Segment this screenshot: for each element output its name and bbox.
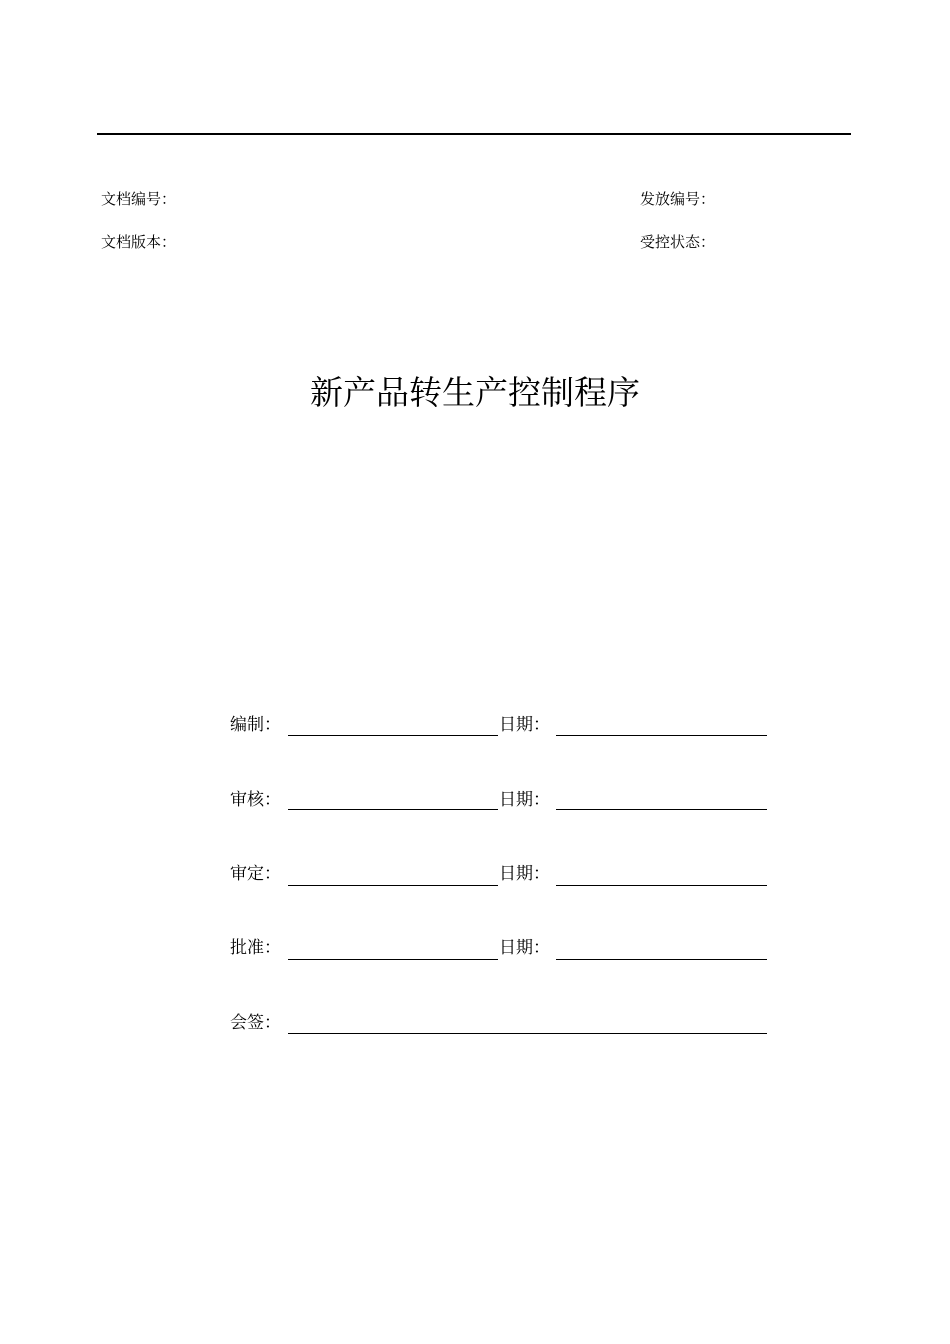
review-label: 审核： (230, 790, 281, 810)
compile-date-line[interactable] (556, 735, 767, 736)
document-title: 新产品转生产控制程序 (310, 373, 640, 412)
countersign-label: 会签： (230, 1013, 281, 1033)
doc-number-label: 文档编号： (101, 190, 177, 208)
review-date-label: 日期： (499, 790, 550, 810)
approve-signature-line[interactable] (288, 885, 498, 886)
compile-label: 编制： (230, 715, 281, 735)
authorize-label: 批准： (230, 938, 281, 958)
doc-version-label: 文档版本： (101, 233, 177, 251)
issue-number-label: 发放编号： (640, 190, 716, 208)
compile-signature-line[interactable] (288, 735, 498, 736)
countersign-line[interactable] (288, 1033, 767, 1034)
control-status-label: 受控状态： (640, 233, 716, 251)
authorize-date-line[interactable] (556, 959, 767, 960)
compile-date-label: 日期： (499, 715, 550, 735)
approve-date-line[interactable] (556, 885, 767, 886)
approve-label: 审定： (230, 864, 281, 884)
review-signature-line[interactable] (288, 809, 498, 810)
approve-date-label: 日期： (499, 864, 550, 884)
header-rule (97, 133, 851, 135)
authorize-date-label: 日期： (499, 938, 550, 958)
review-date-line[interactable] (556, 809, 767, 810)
authorize-signature-line[interactable] (288, 959, 498, 960)
